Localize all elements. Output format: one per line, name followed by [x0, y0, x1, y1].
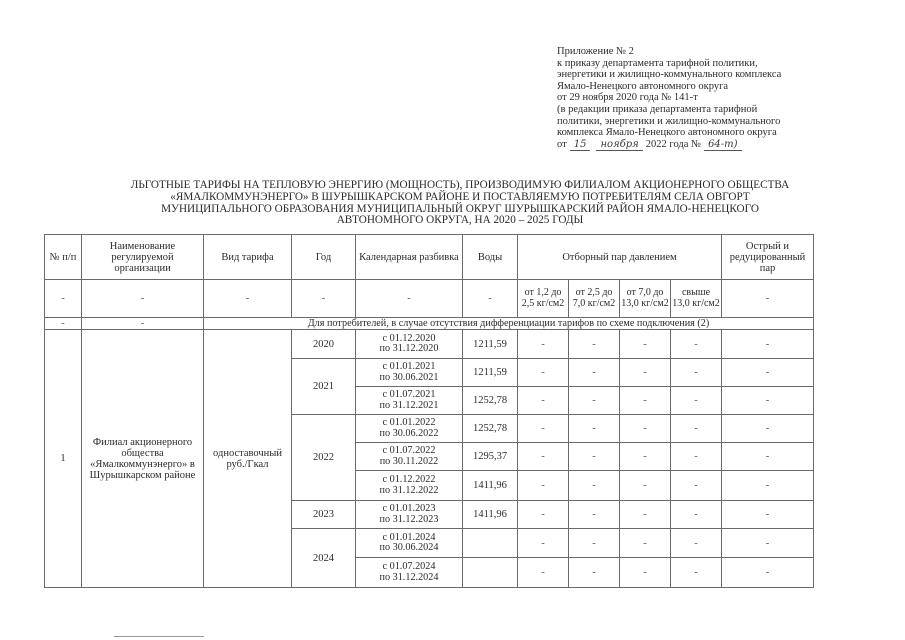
appendix-line: к приказу департамента тарифной политики,	[557, 57, 758, 69]
pressure-row	[45, 280, 814, 318]
dash-cell: -	[620, 501, 671, 529]
dash-cell: -	[722, 280, 814, 318]
dash-cell: -	[356, 280, 463, 318]
year-cell: 2023	[292, 501, 356, 529]
dash-cell: -	[569, 558, 620, 588]
appendix-line: Ямало-Ненецкого автономного округа	[557, 80, 729, 92]
dash-cell: -	[620, 359, 671, 387]
header-org: Наименование регулируемой организации	[82, 235, 204, 280]
dash-cell: -	[569, 471, 620, 501]
water-value: 1411,96	[463, 471, 518, 501]
dash-cell: -	[722, 387, 814, 415]
sig-prefix: от	[557, 138, 567, 150]
dash-cell: -	[569, 359, 620, 387]
period-cell	[356, 471, 463, 501]
period-from: с 01.01.2021	[382, 361, 436, 372]
water-value: 1252,78	[463, 415, 518, 443]
dash-cell: -	[518, 359, 569, 387]
period-to: по 31.12.2024	[379, 571, 439, 583]
appendix-block	[557, 46, 877, 151]
dash-cell: -	[463, 280, 518, 318]
tariff-kind: одноставочный руб./Гкал	[204, 330, 292, 588]
appendix-line: от 29 ноября 2020 года № 141-т	[557, 92, 698, 104]
period-from: с 01.12.2022	[382, 474, 436, 485]
year-cell: 2020	[292, 330, 356, 359]
period-from: с 01.07.2021	[382, 389, 436, 400]
period-cell	[356, 359, 463, 387]
period-to: по 30.11.2022	[379, 455, 439, 467]
header-period: Календарная разбивка	[356, 235, 463, 280]
period-to: по 30.06.2021	[379, 371, 439, 383]
dash-cell: -	[722, 330, 814, 359]
dash-cell: -	[569, 387, 620, 415]
period-to: по 30.06.2024	[379, 542, 439, 553]
dash-cell: -	[620, 558, 671, 588]
period-from: с 01.01.2022	[382, 417, 436, 428]
header-water: Воды	[463, 235, 518, 280]
title-line: ЛЬГОТНЫЕ ТАРИФЫ НА ТЕПЛОВУЮ ЭНЕРГИЮ (МОЩНОСТЬ), ПРОИЗВОДИМУЮ ФИЛИАЛОМ АКЦИОНЕРНОГО ОБЩЕСТВА	[130, 179, 790, 191]
dash-cell: -	[518, 415, 569, 443]
period-from: с 01.07.2024	[382, 561, 436, 572]
sig-year: 2022 года №	[645, 138, 702, 150]
header-kind: Вид тарифа	[204, 235, 292, 280]
dash-cell: -	[671, 501, 722, 529]
water-value: 1411,96	[463, 501, 518, 529]
dash-cell: -	[569, 443, 620, 471]
appendix-line: политики, энергетики и жилищно-коммунального	[557, 115, 781, 127]
dash-cell: -	[671, 359, 722, 387]
period-cell	[356, 330, 463, 359]
period-to: по 31.12.2020	[379, 343, 439, 354]
pressure-label: свыше 13,0 кг/см2	[671, 280, 722, 318]
signature-line	[557, 139, 877, 152]
period-from: с 01.01.2023	[382, 503, 436, 514]
appendix-line: комплекса Ямало-Ненецкого автономного округа	[557, 127, 777, 139]
pressure-label: от 1,2 до 2,5 кг/см2	[518, 280, 569, 318]
footnote-divider	[114, 636, 204, 637]
dash-cell: -	[569, 529, 620, 558]
appendix-line: Приложение № 2	[557, 46, 634, 57]
dash-cell: -	[671, 558, 722, 588]
dash-cell: -	[518, 443, 569, 471]
table-row	[45, 330, 814, 359]
title-line: «ЯМАЛКОММУНЭНЕРГО» В ШУРЫШКАРСКОМ РАЙОНЕ И ПОСТАВЛЯЕМУЮ ПОТРЕБИТЕЛЯМ СЕЛА ОВГОРТ	[170, 190, 750, 203]
dash-cell: -	[620, 471, 671, 501]
dash-cell: -	[722, 558, 814, 588]
period-cell	[356, 443, 463, 471]
year-cell: 2021	[292, 359, 356, 415]
dash-cell: -	[569, 501, 620, 529]
pressure-label: от 7,0 до 13,0 кг/см2	[620, 280, 671, 318]
dash-cell: -	[82, 280, 204, 318]
appendix-line: энергетики и жилищно-коммунального комплекса	[557, 69, 782, 81]
org-name: Филиал акционерного общества «Ямалкоммунэнерго» в Шурышкарском районе	[82, 330, 204, 588]
dash-cell: -	[722, 359, 814, 387]
sig-number: 64-т)	[704, 139, 742, 152]
period-from: с 01.12.2020	[382, 332, 436, 344]
appendix-line: (в редакции приказа департамента тарифной	[557, 103, 758, 115]
dash-cell: -	[45, 280, 82, 318]
dash-cell: -	[82, 318, 204, 330]
header-sharp: Острый и редуцированный пар	[722, 235, 814, 280]
row-number: 1	[45, 330, 82, 588]
consumer-note: Для потребителей, в случае отсутствия дифференциации тарифов по схеме подключения (2)	[204, 318, 814, 330]
sig-day: 15	[570, 139, 591, 152]
header-year: Год	[292, 235, 356, 280]
dash-cell: -	[518, 558, 569, 588]
dash-cell: -	[671, 443, 722, 471]
year-cell: 2022	[292, 415, 356, 501]
period-from: с 01.01.2024	[382, 531, 436, 543]
sig-month: ноября	[596, 139, 642, 152]
period-cell	[356, 415, 463, 443]
water-value	[463, 558, 518, 588]
period-to: по 31.12.2021	[379, 399, 439, 411]
water-value: 1295,37	[463, 443, 518, 471]
period-from: с 01.07.2022	[382, 445, 436, 456]
period-cell	[356, 558, 463, 588]
dash-cell: -	[620, 415, 671, 443]
period-cell	[356, 501, 463, 529]
dash-cell: -	[518, 387, 569, 415]
period-to: по 31.12.2023	[379, 513, 439, 525]
dash-cell: -	[671, 330, 722, 359]
dash-cell: -	[518, 330, 569, 359]
water-value: 1252,78	[463, 387, 518, 415]
header-row	[45, 235, 814, 280]
period-cell	[356, 529, 463, 558]
dash-cell: -	[620, 387, 671, 415]
water-value: 1211,59	[463, 330, 518, 359]
period-to: по 30.06.2022	[379, 427, 439, 439]
header-num: № п/п	[45, 235, 82, 280]
dash-cell: -	[518, 529, 569, 558]
dash-cell: -	[722, 529, 814, 558]
dash-cell: -	[620, 330, 671, 359]
dash-cell: -	[671, 471, 722, 501]
dash-cell: -	[518, 471, 569, 501]
dash-cell: -	[671, 387, 722, 415]
water-value: 1211,59	[463, 359, 518, 387]
dash-cell: -	[722, 501, 814, 529]
water-value	[463, 529, 518, 558]
dash-cell: -	[722, 443, 814, 471]
dash-cell: -	[620, 443, 671, 471]
year-cell: 2024	[292, 529, 356, 588]
dash-cell: -	[671, 415, 722, 443]
dash-cell: -	[292, 280, 356, 318]
period-cell	[356, 387, 463, 415]
dash-cell: -	[204, 280, 292, 318]
dash-cell: -	[518, 501, 569, 529]
dash-cell: -	[671, 529, 722, 558]
tariff-table	[44, 234, 814, 588]
note-row	[45, 318, 814, 330]
period-to: по 31.12.2022	[379, 484, 439, 496]
document-title	[40, 180, 880, 227]
pressure-label: от 2,5 до 7,0 кг/см2	[569, 280, 620, 318]
dash-cell: -	[569, 415, 620, 443]
title-line: МУНИЦИПАЛЬНОГО ОБРАЗОВАНИЯ МУНИЦИПАЛЬНЫЙ ОКРУГ ШУРЫШКАРСКИЙ РАЙОН ЯМАЛО-НЕНЕЦКОГО	[161, 202, 759, 215]
dash-cell: -	[45, 318, 82, 330]
dash-cell: -	[620, 529, 671, 558]
dash-cell: -	[569, 330, 620, 359]
title-line: АВТОНОМНОГО ОКРУГА, НА 2020 – 2025 ГОДЫ	[336, 214, 584, 227]
dash-cell: -	[722, 471, 814, 501]
header-steam: Отборный пар давлением	[518, 235, 722, 280]
dash-cell: -	[722, 415, 814, 443]
